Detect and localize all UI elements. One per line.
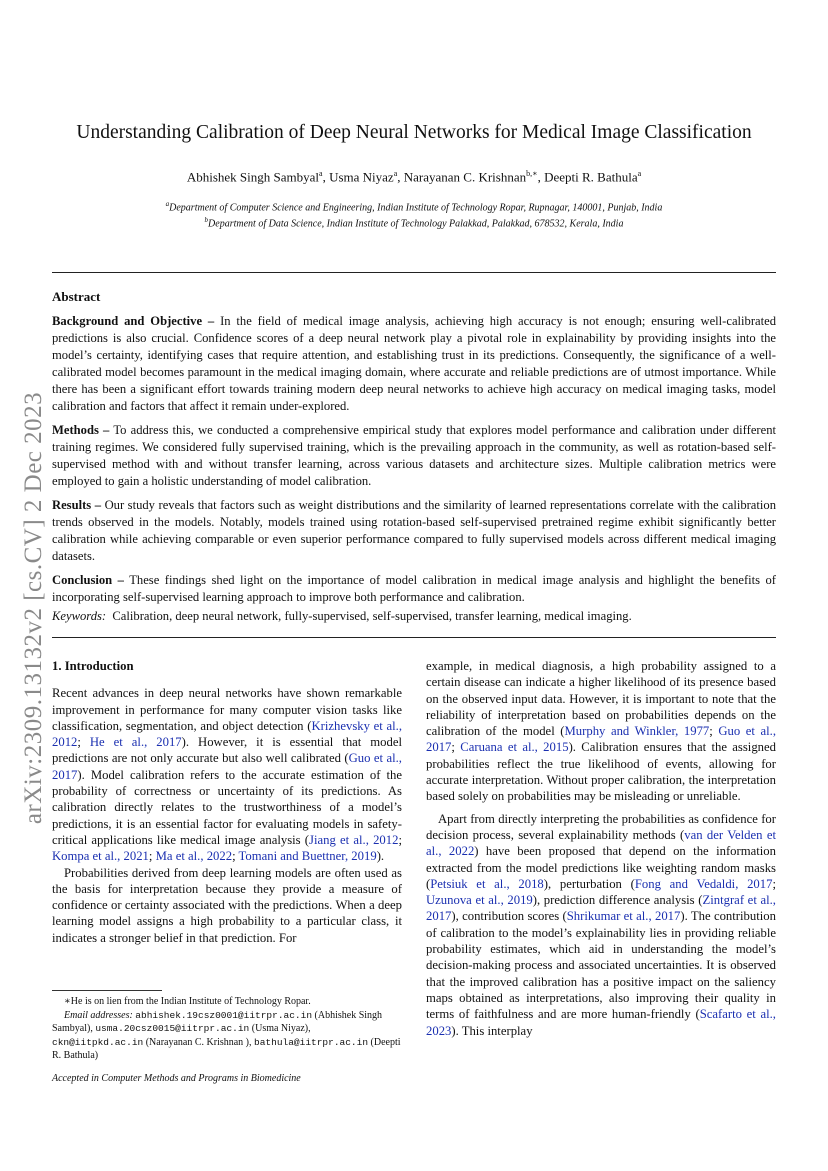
affiliation-line [52,214,776,230]
body-text: ; [148,849,156,864]
citation-link[interactable]: Kompa et al., 2021 [52,849,149,864]
body-text: ; [772,876,776,891]
body-text: ). However, it is essential that model predictions are not only accurate but also well calibrated ( [52,735,403,766]
abstract-bottom-rule [52,637,776,638]
email-owner: (Usma Niyaz), [249,1023,311,1034]
email-address[interactable]: bathula@iitrpr.ac.in [254,1036,369,1048]
body-text: ), prediction difference analysis ( [532,893,703,908]
citation-link[interactable]: Fong and Vedaldi, 2017 [634,876,773,891]
citation-link[interactable]: Krizhevsky et al., 2012 [52,718,402,750]
body-text: ). Model calibration refers to the accurate estimation of the probability of correctness or uncertainty of its predictions. As calibration directly relates to the trustworthiness of a model’s predictions, it is an essential factor for evaluating models in safety-critical applications like medical image analysis ( [52,767,402,847]
body-text: ), contribution scores ( [451,909,567,924]
body-text: ). This interplay [451,1023,533,1038]
left-column [52,658,402,946]
abstract-background: Background and Objective – In the field of medical image analysis, achieving high accuracy is not enough; ensuring well-calibrated predictions is also crucial. Confidence scores of a deep neural network play a pivotal role in explainability by providing insights into the model’s certainty, identifying cases that require attention, and establishing trust in its predictions. Consequently, the significance of a well-calibrated model becomes paramount in the medical imaging domain, where accurate and reliable predictions are of utmost importance. While there has been a significant effort towards training modern deep neural networks to achieve high accuracy on medical imaging tasks, model calibration and factors that affect it remain under-explored. [52,314,776,413]
body-text: ). [376,849,385,864]
citation-link[interactable]: Scafarto et al., 2023 [426,1007,776,1038]
keywords-text: Calibration, deep neural network, fully-supervised, self-supervised, transfer learning, medical imaging. [112,609,632,623]
arxiv-id-text: arXiv:2309.13132v2 [cs.CV] 2 Dec 2023 [20,391,48,825]
email-owner: (Deepti R. Bathula) [52,1036,401,1061]
abstract-heading: Abstract [52,289,101,304]
citation-link[interactable]: Uzunova et al., 2019 [426,893,533,908]
body-text: ). Calibration ensures that the assigned probabilities reflect the true likelihood of events, allowing for accurate interpretation. Without proper calibration, the interpretation based solely on probabilities may be misleading or unreliable. [426,740,776,804]
citation-link[interactable]: Caruana et al., 2015 [460,740,569,755]
keywords-label: Keywords: [52,609,107,623]
body-text: ) have been proposed that depend on the information extracted from the model predictions like weighting random masks ( [426,844,776,891]
abstract-conclusion: Conclusion – These findings shed light on the importance of model calibration in medical image analysis and highlight the benefits of incorporating self-supervised learning approach to improve both performance and calibration. [52,573,777,604]
email-address[interactable]: abhishek.19csz0001@iitrpr.ac.in [135,1009,313,1021]
author-affil-mark: b,∗ [526,169,538,178]
affiliation-text: Department of Computer Science and Engineering, Indian Institute of Technology Ropar, Rupnagar, 140001, Punjab, India [169,202,663,214]
citation-link[interactable]: Guo et al., 2017 [426,724,777,755]
author-name: Usma Niyaz [329,169,394,185]
affiliation-mark: a [165,200,170,208]
body-text: Apart from directly interpreting the probabilities as confidence for decision process, several explainability methods ( [426,811,776,842]
email-owner: (Abhishek Singh Sambyal), [52,1009,383,1034]
body-text: ; [398,832,402,847]
top-rule [52,272,776,273]
intro-paragraph-2-start [52,865,402,946]
body-text: ; [77,735,90,750]
body-text: ; [709,724,719,739]
journal-note: Accepted in Computer Methods and Programs in Biomedicine [52,1073,301,1084]
citation-link[interactable]: Jiang et al., 2012 [309,832,399,847]
author-name: Abhishek Singh Sambyal [186,169,319,185]
right-column [426,658,776,1039]
body-text: example, in medical diagnosis, a high probability assigned to a certain disease can indicate a higher likelihood of its presence based on the observed input data. However, it is important to note that the reliability of interpretation based on probabilities depends on the calibration of the model ( [426,659,776,739]
citation-link[interactable]: He et al., 2017 [89,735,182,750]
intro-paragraph-3 [426,811,776,1039]
abstract-methods: Methods – To address this, we conducted a comprehensive empirical study that explores model performance and calibration under different training regimes. We considered fully supervised training, which is the prevailing approach in the community, as well as rotation-based self-supervised method with and without transfer learning, across various datasets and architecture sizes. Multiple calibration metrics were employed to gain a holistic understanding of model calibration. [52,423,776,488]
body-text: ; [451,740,461,755]
citation-link[interactable]: Ma et al., 2022 [155,849,233,864]
body-text: Recent advances in deep neural networks have shown remarkable improvement in performance for many computer vision tasks like classification, segmentation, and object detection ( [52,686,402,733]
abstract-results: Results – Our study reveals that factors such as weight distributions and the similarity of learned representations correlate with the calibration trends observed in the models. Notably, models trained using rotation-based self-supervised pretrained regime exhibit significantly better calibration while achieving comparable or even superior performance compared to fully supervised models across different medical imaging datasets. [52,498,776,563]
email-label: Email addresses: [64,1009,133,1021]
keywords [52,609,776,624]
citation-link[interactable]: van der Velden et al., 2022 [426,827,776,859]
email-owner: (Narayanan C. Krishnan ), [143,1036,255,1048]
footnote [52,995,402,1063]
email-address[interactable]: usma.20csz0015@iitrpr.ac.in [95,1023,250,1034]
affiliation-mark: b [204,216,209,225]
email-address[interactable]: ckn@iitpkd.ac.in [52,1036,144,1048]
author-name: Deepti R. Bathula [544,169,638,185]
affiliations [52,198,776,231]
citation-link[interactable]: Guo et al., 2017 [52,751,402,782]
arxiv-side-identifier [14,368,54,848]
author-affil-mark: a [637,169,642,178]
intro-paragraph-1 [52,685,402,864]
intro-paragraph-2-cont [426,658,776,805]
footnote-rule [52,990,162,991]
footnote-emails [52,1009,402,1063]
citation-link[interactable]: Murphy and Winkler, 1977 [564,724,710,739]
body-text: Probabilities derived from deep learning models are often used as the basis for interpretation because they provide a measure of confidence or certainty associated with the predictions. When a deep learning model assigns a high probability to a particular class, it indicates a stronger belief in that prediction. For [52,865,402,945]
citation-link[interactable]: Petsiuk et al., 2018 [430,876,544,891]
author-affil-mark: a [319,169,323,178]
citation-link[interactable]: Shrikumar et al., 2017 [566,909,681,924]
affiliation-line [52,198,776,214]
author-affil-mark: a [393,169,398,178]
footnote-corresponding: ∗He is on lien from the Indian Institute of Technology Ropar. [64,996,311,1007]
abstract-body [52,313,776,613]
intro-heading: 1. Introduction [52,659,134,673]
body-text: ), perturbation ( [543,876,635,891]
citation-link[interactable]: Zintgraf et al., 2017 [426,893,776,924]
affiliation-text: Department of Data Science, Indian Institute of Technology Palakkad, Palakkad, 678532, Kerala, India [208,218,624,230]
paper-title: Understanding Calibration of Deep Neural Networks for Medical Image Classification [76,122,752,143]
author-list: Abhishek Singh Sambyal$^a$, Usma Niyaz$^a$, Narayanan C. Krishnan$^{b,∗}$, Deepti R. Bathula$^a$ [186,169,642,185]
body-text: ; [232,849,239,864]
body-text: ). The contribution of calibration to the model’s explainability lies in providing reliable probability estimates, which aid in understanding the model’s decision-making process and associated uncertainties. It is observed that the improved calibration has a positive impact on the saliency maps obtained as interpretations, also improving their quality in terms of faithfulness and are more human-friendly ( [426,909,776,1022]
citation-link[interactable]: Tomani and Buettner, 2019 [238,849,377,864]
author-name: Narayanan C. Krishnan [403,169,527,185]
